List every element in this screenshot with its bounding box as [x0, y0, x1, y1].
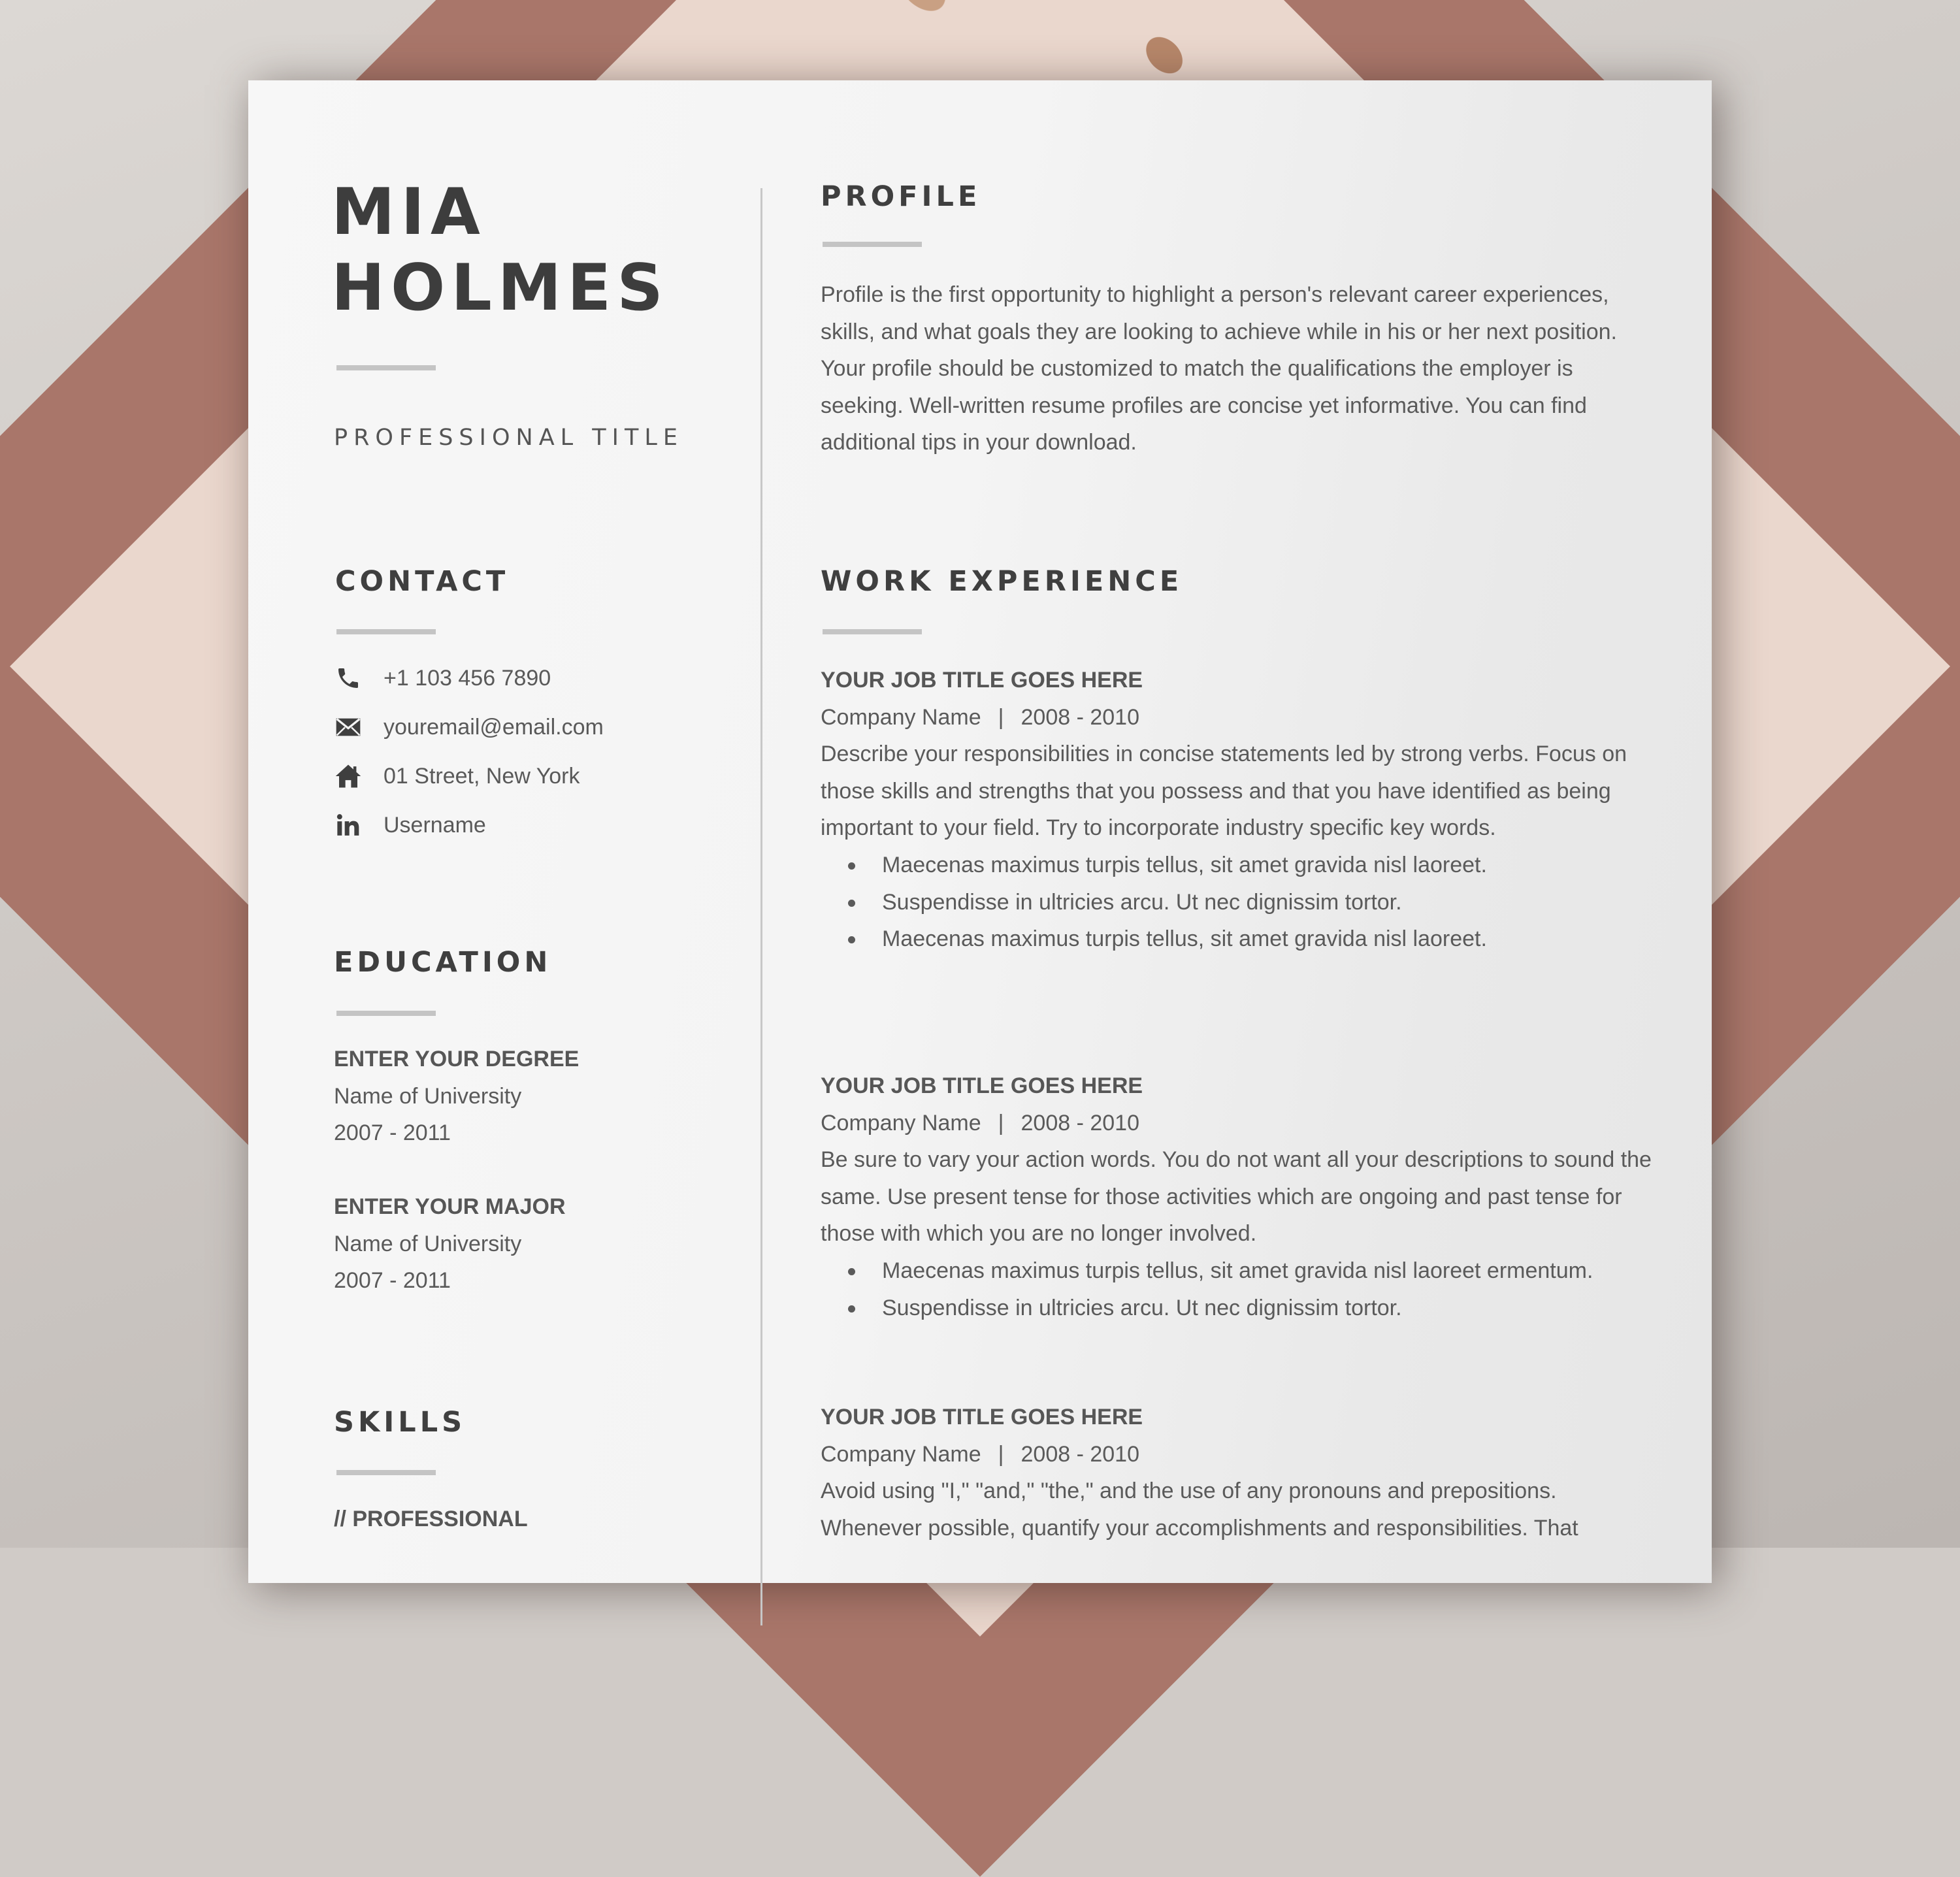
job-bullets [821, 847, 1663, 958]
work-experience-heading: WORK EXPERIENCE [821, 565, 1183, 598]
skills-subheading: // PROFESSIONAL [334, 1507, 528, 1531]
job-bullet: Maecenas maximus turpis tellus, sit amet gravida nisl laoreet ermentum. [821, 1252, 1663, 1290]
company-name: Company Name [821, 1110, 981, 1135]
job-meta [821, 1436, 1663, 1473]
job-entry [821, 1068, 1663, 1326]
contact-email [334, 708, 604, 747]
job-meta [821, 1105, 1663, 1142]
meta-separator: | [998, 1110, 1004, 1135]
university-name: Name of University [334, 1231, 522, 1256]
job-description: Avoid using "I," "and," "the," and the use of any pronouns and prepositions. Whenever possible, quantify your accomplishments and responsibilities. That [821, 1478, 1578, 1541]
job-bullet: Maecenas maximus turpis tellus, sit amet gravida nisl laoreet. [821, 847, 1663, 884]
degree-title: ENTER YOUR MAJOR [334, 1194, 566, 1219]
education-years: 2007 - 2011 [334, 1268, 451, 1294]
university-name: Name of University [334, 1083, 522, 1109]
job-bullet: Suspendisse in ultricies arcu. Ut nec dignissim tortor. [821, 1290, 1663, 1327]
education-years: 2007 - 2011 [334, 1120, 451, 1146]
profile-text: Profile is the first opportunity to highlight a person's relevant career experiences, skills, and what goals they are looking to achieve while in his or her next position. Your profile should be customized to match the qualifications the employer is seeking. Well-written resume profiles are concise yet informative. You can find additional tips in your download. [821, 282, 1618, 455]
contact-phone [334, 659, 551, 698]
job-years: 2008 - 2010 [1021, 1110, 1139, 1135]
home-icon [334, 762, 363, 791]
education-accent-bar [336, 1011, 436, 1016]
column-divider [760, 188, 762, 1625]
last-name: HOLMES [331, 251, 669, 325]
job-bullet: Maecenas maximus turpis tellus, sit amet gravida nisl laoreet. [821, 921, 1663, 958]
job-description: Describe your responsibilities in concise statements led by strong verbs. Focus on those skills and strengths that you possess and that you have identified as being important to your field. Try to incorporate industry specific key words. [821, 742, 1627, 841]
job-title: YOUR JOB TITLE GOES HERE [821, 668, 1143, 693]
contact-accent-bar [336, 629, 436, 634]
contact-heading: CONTACT [335, 565, 510, 598]
contact-address [334, 757, 580, 796]
professional-title: PROFESSIONAL TITLE [334, 425, 683, 451]
first-name: MIA [331, 175, 486, 250]
meta-separator: | [998, 1441, 1004, 1467]
skills-heading: SKILLS [334, 1406, 466, 1439]
job-years: 2008 - 2010 [1021, 704, 1139, 730]
skills-accent-bar [336, 1470, 436, 1475]
work-experience-accent-bar [823, 629, 922, 634]
job-entry [821, 662, 1663, 958]
meta-separator: | [998, 704, 1004, 730]
profile-heading: PROFILE [821, 180, 981, 213]
street-address: 01 Street, New York [384, 763, 580, 789]
job-title: YOUR JOB TITLE GOES HERE [821, 1405, 1143, 1429]
contact-linkedin [334, 806, 486, 845]
resume-page [248, 80, 1712, 1583]
education-entry [334, 1188, 700, 1299]
email-address: youremail@email.com [384, 714, 604, 740]
job-bullet: Suspendisse in ultricies arcu. Ut nec dignissim tortor. [821, 884, 1663, 921]
phone-number: +1 103 456 7890 [384, 665, 551, 691]
linkedin-username: Username [384, 812, 486, 838]
job-entry [821, 1399, 1663, 1546]
name-accent-bar [336, 365, 436, 370]
phone-icon [334, 664, 363, 693]
job-title: YOUR JOB TITLE GOES HERE [821, 1073, 1143, 1098]
company-name: Company Name [821, 704, 981, 730]
job-bullets [821, 1252, 1663, 1326]
education-heading: EDUCATION [334, 946, 552, 979]
degree-title: ENTER YOUR DEGREE [334, 1047, 580, 1071]
company-name: Company Name [821, 1441, 981, 1467]
linkedin-icon [334, 811, 363, 840]
profile-accent-bar [823, 242, 922, 247]
education-entry [334, 1041, 700, 1152]
job-description: Be sure to vary your action words. You do not want all your descriptions to sound the same. Use present tense for those activities which are ongoing and past tense for those with which you are no longer involved. [821, 1147, 1652, 1247]
job-meta [821, 699, 1663, 736]
job-years: 2008 - 2010 [1021, 1441, 1139, 1467]
envelope-icon [334, 713, 363, 742]
